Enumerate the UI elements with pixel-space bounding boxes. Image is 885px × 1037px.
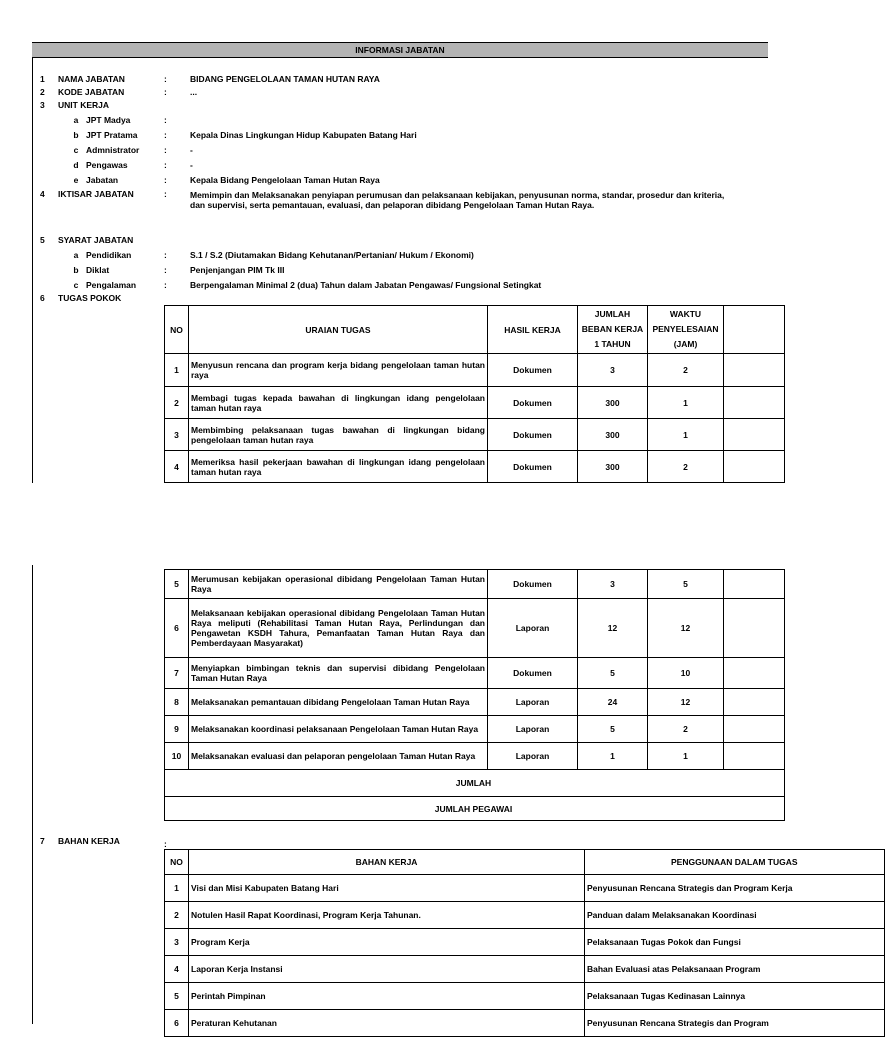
item-label: SYARAT JABATAN bbox=[58, 235, 134, 245]
sub-value: - bbox=[190, 145, 193, 155]
row-waktu: 2 bbox=[648, 716, 724, 743]
row-beban: 3 bbox=[578, 354, 648, 387]
table-row bbox=[165, 956, 885, 983]
row-uraian: Menyiapkan bimbingan teknis dan supervisi dibidang Pengelolaan Taman Hutan Raya bbox=[189, 658, 488, 689]
col-extra bbox=[724, 306, 785, 354]
penggunaan-header-text: PENGGUNAAN DALAM TUGAS bbox=[671, 857, 798, 867]
page-left-border bbox=[32, 565, 33, 1024]
col-hasil-header: HASIL KERJA bbox=[488, 306, 578, 354]
item-number: 7 bbox=[40, 836, 45, 846]
row-no: 4 bbox=[165, 956, 189, 983]
sub-label: Pendidikan bbox=[86, 250, 132, 260]
colon: : bbox=[164, 115, 167, 125]
sub-label: JPT Pratama bbox=[86, 130, 138, 140]
sub-label: Admnistrator bbox=[86, 145, 140, 155]
row-beban: 300 bbox=[578, 451, 648, 483]
page-left-border bbox=[32, 42, 33, 483]
row-uraian: Menyusun rencana dan program kerja bidang pengelolaan taman hutan raya bbox=[189, 354, 488, 387]
row-waktu: 2 bbox=[648, 354, 724, 387]
iktisar-text: Memimpin dan Melaksanakan penyiapan perumusan dan pelaksanaan kebijakan, penyusunan norma, standar, prosedur dan kriteria, dan supervisi, serta pemantauan, evaluasi, dan pelaporan dibidang Pengelolaan Taman Hutan Raya. bbox=[190, 190, 725, 210]
row-bahan: Notulen Hasil Rapat Koordinasi, Program Kerja Tahunan. bbox=[189, 902, 585, 929]
row-beban: 24 bbox=[578, 689, 648, 716]
colon: : bbox=[164, 189, 167, 199]
table-row bbox=[165, 929, 885, 956]
table-row bbox=[165, 689, 785, 716]
row-beban: 300 bbox=[578, 387, 648, 419]
table-row bbox=[165, 658, 785, 689]
table-row bbox=[165, 570, 785, 599]
row-penggunaan: Penyusunan Rencana Strategis dan Program Kerja bbox=[585, 875, 885, 902]
colon: : bbox=[164, 265, 167, 275]
sub-letter: c bbox=[73, 280, 79, 290]
sub-letter: a bbox=[73, 115, 79, 125]
item-label: NAMA JABATAN bbox=[58, 74, 125, 84]
table-row bbox=[165, 354, 785, 387]
table-row bbox=[165, 983, 885, 1010]
row-hasil: Dokumen bbox=[488, 570, 578, 599]
beban-header-line1: JUMLAH bbox=[594, 309, 631, 319]
row-waktu: 10 bbox=[648, 658, 724, 689]
row-beban: 300 bbox=[578, 419, 648, 451]
row-hasil: Laporan bbox=[488, 599, 578, 658]
sub-letter: d bbox=[73, 160, 79, 170]
row-hasil: Laporan bbox=[488, 689, 578, 716]
item-value: BIDANG PENGELOLAAN TAMAN HUTAN RAYA bbox=[190, 74, 380, 84]
item-label: BAHAN KERJA bbox=[58, 836, 120, 846]
col-bahan-header: BAHAN KERJA bbox=[189, 850, 585, 875]
waktu-header-line3: (JAM) bbox=[673, 339, 698, 349]
sub-letter: e bbox=[73, 175, 79, 185]
colon: : bbox=[164, 839, 167, 849]
table-row bbox=[165, 743, 785, 770]
row-no: 6 bbox=[165, 599, 189, 658]
row-no: 2 bbox=[165, 387, 189, 419]
sub-value: Berpengalaman Minimal 2 (dua) Tahun dalam Jabatan Pengawas/ Fungsional Setingkat bbox=[190, 280, 542, 290]
document-page-2 bbox=[0, 565, 798, 1028]
item-number: 1 bbox=[40, 74, 45, 84]
sub-label: JPT Madya bbox=[86, 115, 131, 125]
colon: : bbox=[164, 130, 167, 140]
row-uraian: Melaksanakan evaluasi dan pelaporan pengelolaan Taman Hutan Raya bbox=[189, 743, 488, 770]
item-number: 6 bbox=[40, 293, 45, 303]
item-number: 2 bbox=[40, 87, 45, 97]
row-beban: 3 bbox=[578, 570, 648, 599]
sub-letter: b bbox=[73, 130, 79, 140]
row-no: 8 bbox=[165, 689, 189, 716]
row-waktu: 1 bbox=[648, 419, 724, 451]
table-row bbox=[165, 387, 785, 419]
row-no: 5 bbox=[165, 983, 189, 1010]
row-penggunaan: Pelaksanaan Tugas Kedinasan Lainnya bbox=[585, 983, 885, 1010]
table-row bbox=[165, 875, 885, 902]
table-row bbox=[165, 451, 785, 483]
jumlah-label bbox=[165, 770, 785, 797]
item-value: ... bbox=[190, 87, 198, 97]
row-no: 3 bbox=[165, 419, 189, 451]
row-bahan: Visi dan Misi Kabupaten Batang Hari bbox=[189, 875, 585, 902]
sub-letter: b bbox=[73, 265, 79, 275]
colon: : bbox=[164, 87, 167, 97]
item-number: 4 bbox=[40, 189, 45, 199]
item-label: IKTISAR JABATAN bbox=[58, 189, 134, 199]
row-beban: 5 bbox=[578, 716, 648, 743]
row-extra bbox=[724, 451, 785, 483]
row-extra bbox=[724, 570, 785, 599]
table-row bbox=[165, 902, 885, 929]
row-beban: 1 bbox=[578, 743, 648, 770]
row-no: 6 bbox=[165, 1010, 189, 1037]
row-uraian: Melaksanakan koordinasi pelaksanaan Pengelolaan Taman Hutan Raya bbox=[189, 716, 488, 743]
waktu-header-line1: WAKTU bbox=[669, 309, 702, 319]
row-no: 9 bbox=[165, 716, 189, 743]
tugas-pokok-table-part1 bbox=[164, 305, 785, 483]
header-title: INFORMASI JABATAN bbox=[355, 45, 445, 55]
sub-label: Jabatan bbox=[86, 175, 119, 185]
row-no: 1 bbox=[165, 875, 189, 902]
waktu-header-line2: PENYELESAIAN bbox=[652, 324, 719, 334]
colon: : bbox=[164, 280, 167, 290]
sub-value: S.1 / S.2 (Diutamakan Bidang Kehutanan/Pertanian/ Hukum / Ekonomi) bbox=[190, 250, 474, 260]
col-no-header: NO bbox=[165, 850, 189, 875]
row-waktu: 1 bbox=[648, 387, 724, 419]
row-extra bbox=[724, 658, 785, 689]
tugas-header-row bbox=[165, 306, 785, 354]
info-jabatan-header bbox=[32, 42, 768, 58]
row-uraian: Membimbing pelaksanaan tugas bawahan di lingkungan bidang pengelolaan taman hutan raya bbox=[189, 419, 488, 451]
row-hasil: Dokumen bbox=[488, 354, 578, 387]
row-extra bbox=[724, 387, 785, 419]
row-extra bbox=[724, 716, 785, 743]
colon: : bbox=[164, 250, 167, 260]
colon: : bbox=[164, 160, 167, 170]
row-bahan: Program Kerja bbox=[189, 929, 585, 956]
row-waktu: 1 bbox=[648, 743, 724, 770]
row-bahan: Peraturan Kehutanan bbox=[189, 1010, 585, 1037]
document-page-1 bbox=[0, 0, 768, 485]
row-penggunaan: Pelaksanaan Tugas Pokok dan Fungsi bbox=[585, 929, 885, 956]
table-row bbox=[165, 599, 785, 658]
col-penggunaan-header bbox=[585, 850, 885, 875]
row-extra bbox=[724, 743, 785, 770]
colon: : bbox=[164, 74, 167, 84]
sub-letter: a bbox=[73, 250, 79, 260]
col-waktu-header bbox=[648, 306, 724, 354]
row-beban: 5 bbox=[578, 658, 648, 689]
row-extra bbox=[724, 689, 785, 716]
row-extra bbox=[724, 354, 785, 387]
sub-label: Pengawas bbox=[86, 160, 128, 170]
row-no: 3 bbox=[165, 929, 189, 956]
row-extra bbox=[724, 599, 785, 658]
row-hasil: Dokumen bbox=[488, 451, 578, 483]
row-no: 1 bbox=[165, 354, 189, 387]
colon: : bbox=[164, 175, 167, 185]
row-penggunaan: Panduan dalam Melaksanakan Koordinasi bbox=[585, 902, 885, 929]
item-label: KODE JABATAN bbox=[58, 87, 125, 97]
table-row bbox=[165, 1010, 885, 1037]
item-number: 5 bbox=[40, 235, 45, 245]
row-hasil: Dokumen bbox=[488, 387, 578, 419]
item-label: TUGAS POKOK bbox=[58, 293, 122, 303]
sub-value: Kepala Bidang Pengelolaan Taman Hutan Raya bbox=[190, 175, 380, 185]
beban-header-line3: 1 TAHUN bbox=[594, 339, 631, 349]
jumlah-row bbox=[165, 770, 785, 797]
row-no: 4 bbox=[165, 451, 189, 483]
row-uraian: Merumusan kebijakan operasional dibidang Pengelolaan Taman Hutan Raya bbox=[189, 570, 488, 599]
sub-value: Penjenjangan PIM Tk III bbox=[190, 265, 285, 275]
row-waktu: 12 bbox=[648, 689, 724, 716]
row-no: 10 bbox=[165, 743, 189, 770]
row-uraian: Melaksanaan kebijakan operasional dibidang Pengelolaan Taman Hutan Raya meliputi (Rehabilitasi Taman Hutan Raya, Perlindungan dan Pengawetan KSDH Tahura, Pemanfaatan Taman Hutan Raya dan Pemberdayaan Masyarakat) bbox=[189, 599, 488, 658]
colon: : bbox=[164, 145, 167, 155]
sub-letter: c bbox=[73, 145, 79, 155]
row-hasil: Laporan bbox=[488, 743, 578, 770]
jumlah-pegawai-text: JUMLAH PEGAWAI bbox=[434, 803, 513, 814]
row-no: 5 bbox=[165, 570, 189, 599]
row-uraian: Memeriksa hasil pekerjaan bawahan di lingkungan idang pengelolaan taman hutan raya bbox=[189, 451, 488, 483]
row-waktu: 5 bbox=[648, 570, 724, 599]
row-bahan: Perintah Pimpinan bbox=[189, 983, 585, 1010]
table-row bbox=[165, 716, 785, 743]
row-beban: 12 bbox=[578, 599, 648, 658]
jumlah-text: JUMLAH bbox=[455, 778, 492, 788]
row-hasil: Dokumen bbox=[488, 419, 578, 451]
row-hasil: Dokumen bbox=[488, 658, 578, 689]
item-number: 3 bbox=[40, 100, 45, 110]
col-uraian-header: URAIAN TUGAS bbox=[189, 306, 488, 354]
bahan-kerja-table bbox=[164, 849, 885, 1037]
sub-value: Kepala Dinas Lingkungan Hidup Kabupaten Batang Hari bbox=[190, 130, 417, 140]
page-gap bbox=[0, 485, 768, 565]
table-row bbox=[165, 419, 785, 451]
bahan-header-row bbox=[165, 850, 885, 875]
jumlah-pegawai-label bbox=[165, 797, 785, 821]
col-beban-header bbox=[578, 306, 648, 354]
jumlah-pegawai-row bbox=[165, 797, 785, 821]
sub-value: - bbox=[190, 160, 193, 170]
row-penggunaan: Bahan Evaluasi atas Pelaksanaan Program bbox=[585, 956, 885, 983]
row-waktu: 12 bbox=[648, 599, 724, 658]
col-no-header: NO bbox=[165, 306, 189, 354]
row-penggunaan: Penyusunan Rencana Strategis dan Program bbox=[585, 1010, 885, 1037]
row-no: 2 bbox=[165, 902, 189, 929]
row-uraian: Membagi tugas kepada bawahan di lingkungan idang pengelolaan taman hutan raya bbox=[189, 387, 488, 419]
row-hasil: Laporan bbox=[488, 716, 578, 743]
row-extra bbox=[724, 419, 785, 451]
tugas-pokok-table-part2 bbox=[164, 569, 785, 821]
row-waktu: 2 bbox=[648, 451, 724, 483]
row-bahan: Laporan Kerja Instansi bbox=[189, 956, 585, 983]
row-no: 7 bbox=[165, 658, 189, 689]
row-uraian: Melaksanakan pemantauan dibidang Pengelolaan Taman Hutan Raya bbox=[189, 689, 488, 716]
sub-label: Diklat bbox=[86, 265, 110, 275]
beban-header-line2: BEBAN KERJA bbox=[581, 324, 644, 334]
sub-label: Pengalaman bbox=[86, 280, 137, 290]
item-label: UNIT KERJA bbox=[58, 100, 110, 110]
